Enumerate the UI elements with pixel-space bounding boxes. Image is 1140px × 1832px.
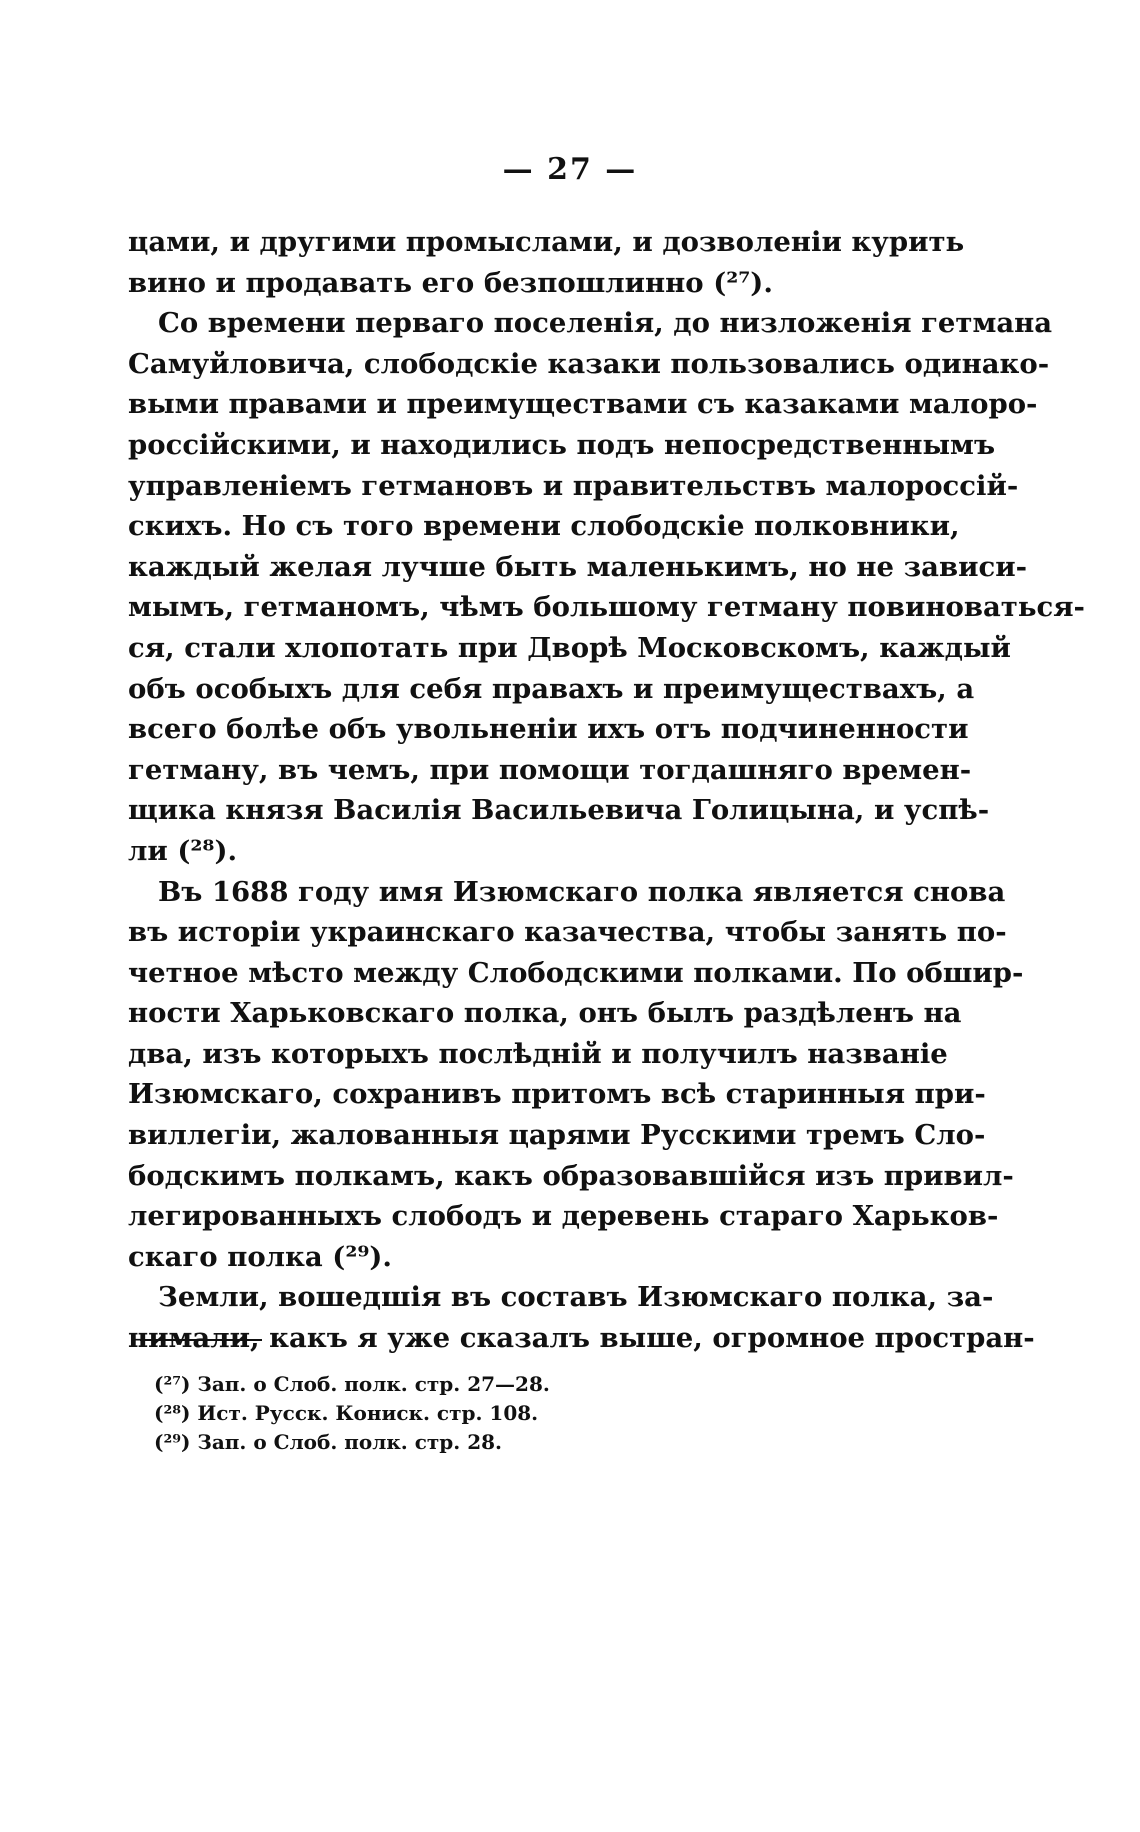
text-line: мымъ, гетманомъ, чѣмъ большому гетману повиноваться- — [128, 591, 1085, 624]
body-text — [128, 222, 1085, 1359]
text-line: щика князя Василія Васильевича Голицына, и успѣ- — [128, 794, 990, 827]
text-line: выми правами и преимуществами съ казаками малоро- — [128, 388, 1038, 421]
page-number: — 27 — — [502, 152, 638, 187]
text-line: цами, и другими промыслами, и дозволеніи курить — [128, 226, 965, 258]
text-line: россійскими, и находились подъ непосредственнымъ — [128, 428, 996, 461]
footnote-divider — [140, 1339, 262, 1341]
text-line: четное мѣсто между Слободскими полками. По обшир- — [128, 956, 1024, 989]
footnotes — [154, 1370, 550, 1457]
text-line: Земли, вошедшія въ составъ Изюмскаго полка, за- — [158, 1281, 994, 1314]
text-line: ся, стали хлопотать при Дворѣ Московскомъ, каждый — [128, 631, 1011, 664]
text-line: въ исторіи украинскаго казачества, чтобы занять по- — [128, 916, 1007, 949]
text-line: скихъ. Но съ того времени слободскіе полковники, — [128, 510, 960, 543]
footnote: (²⁷) Зап. о Слоб. полк. стр. 27—28. — [154, 1372, 550, 1396]
text-line: два, изъ которыхъ послѣдній и получилъ названіе — [128, 1037, 948, 1070]
text-line: всего болѣе объ увольненіи ихъ отъ подчиненности — [128, 713, 969, 746]
text-line: бодскимъ полкамъ, какъ образовавшійся изъ привил- — [128, 1159, 1014, 1192]
text-line: Изюмскаго, сохранивъ притомъ всѣ старинныя при- — [128, 1078, 986, 1111]
text-line: Въ 1688 году имя Изюмскаго полка является снова — [158, 875, 1006, 908]
text-line: управленіемъ гетмановъ и правительствъ малороссій- — [128, 469, 1019, 502]
text-line: каждый желая лучше быть маленькимъ, но не зависи- — [128, 550, 1028, 583]
text-line: вино и продавать его безпошлинно (²⁷). — [128, 266, 773, 299]
text-line: скаго полка (²⁹). — [128, 1240, 392, 1273]
text-line: Самуйловича, слободскіе казаки пользовались одинако- — [128, 347, 1050, 380]
text-line: Со времени перваго поселенія, до низложенія гетмана — [158, 307, 1053, 340]
text-line: гетману, въ чемъ, при помощи тогдашняго времен- — [128, 753, 972, 786]
text-line: объ особыхъ для себя правахъ и преимуществахъ, а — [128, 672, 975, 705]
footnote: (²⁹) Зап. о Слоб. полк. стр. 28. — [154, 1430, 503, 1454]
text-line: ли (²⁸). — [128, 834, 238, 867]
text-line: нимали, какъ я уже сказалъ выше, огромное простран- — [128, 1322, 1035, 1355]
footnote: (²⁸) Ист. Русск. Кониск. стр. 108. — [154, 1401, 539, 1425]
text-line: легированныхъ слободъ и деревень стараго Харьков- — [128, 1200, 999, 1233]
text-line: виллегіи, жалованныя царями Русскими тремъ Сло- — [128, 1119, 986, 1152]
text-line: ности Харьковскаго полка, онъ былъ раздѣленъ на — [128, 997, 962, 1030]
